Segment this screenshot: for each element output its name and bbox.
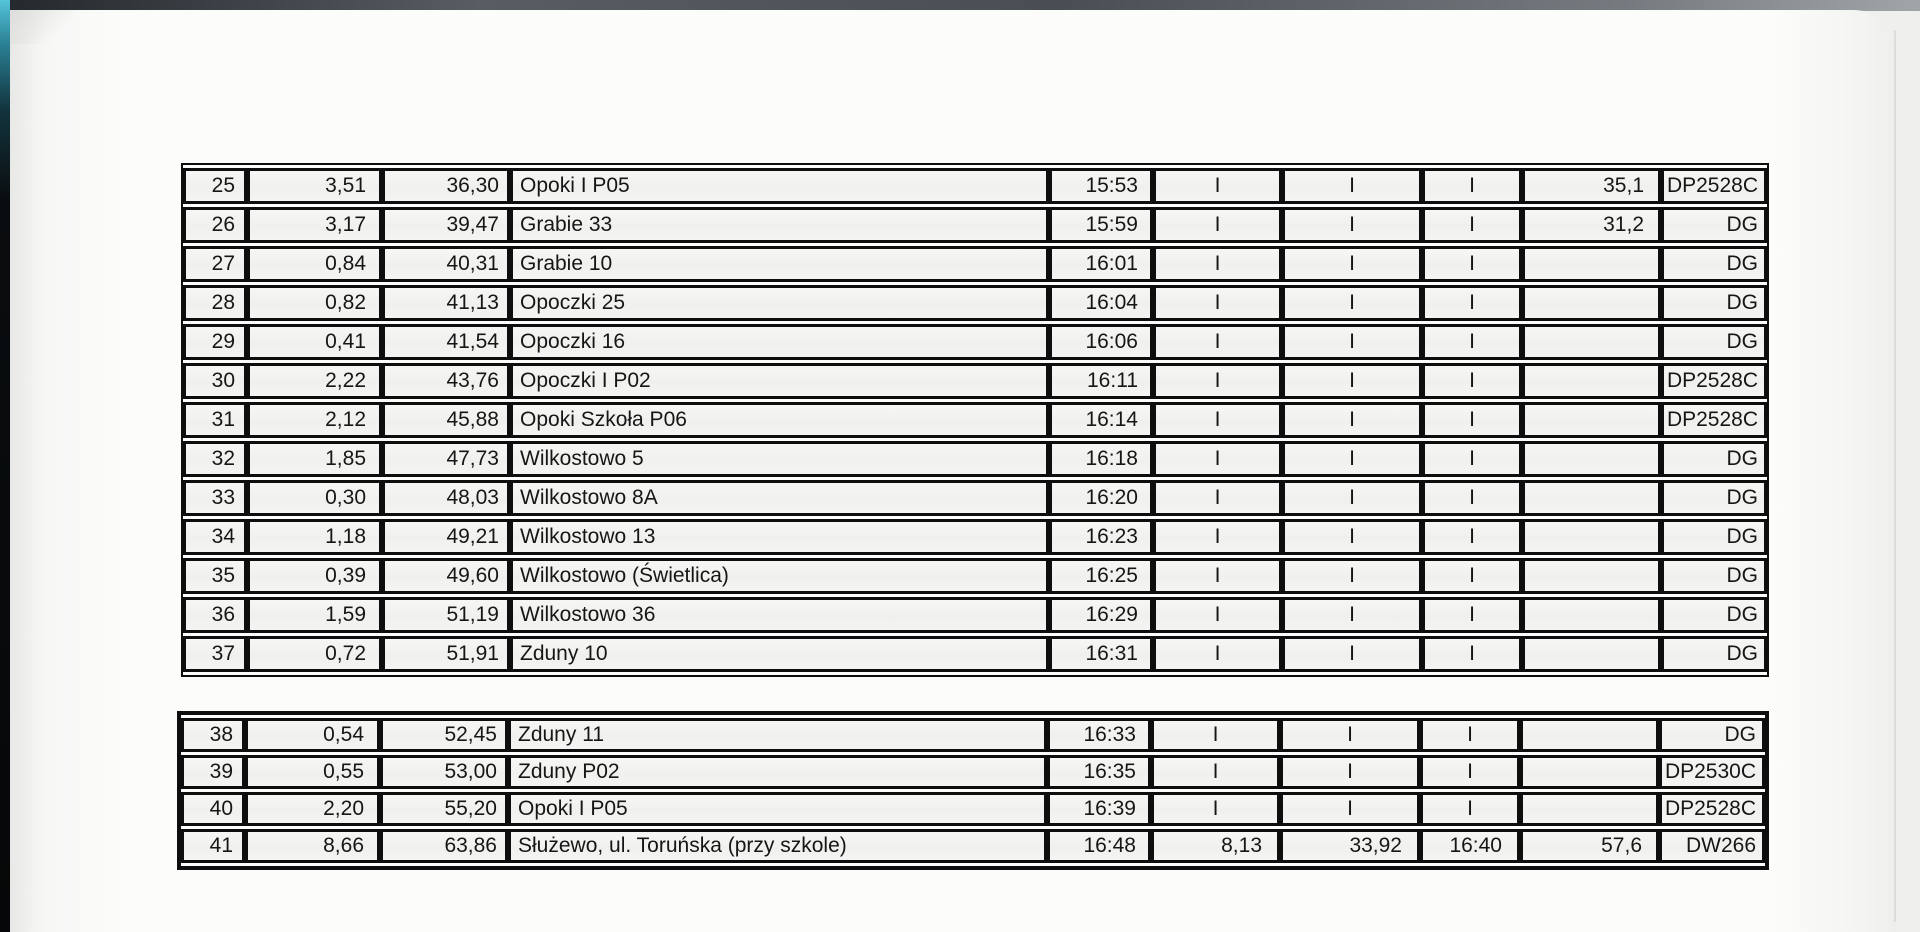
paper-corner-shade (10, 10, 80, 44)
cell-road-number: DG (1661, 207, 1767, 243)
cell-row-number: 32 (183, 441, 247, 477)
cell-row-number: 28 (183, 285, 247, 321)
cell-col9 (1522, 519, 1661, 555)
cell-stop-name: Opoczki I P02 (510, 363, 1049, 399)
cell-cumulative-km: 51,19 (382, 597, 510, 633)
cell-col8: I (1422, 246, 1522, 282)
cell-col9 (1520, 792, 1659, 826)
table-row (183, 168, 1767, 204)
cell-road-number: DG (1661, 636, 1767, 672)
cell-stop-name: Opoki I P05 (508, 792, 1047, 826)
cell-stop-name: Opoki Szkoła P06 (510, 402, 1049, 438)
cell-road-number: DP2528C (1661, 363, 1767, 399)
cell-cumulative-km: 36,30 (382, 168, 510, 204)
cell-col7: I (1282, 246, 1422, 282)
cell-col6: I (1151, 755, 1280, 789)
cell-col8: I (1422, 480, 1522, 516)
cell-col8: I (1422, 207, 1522, 243)
cell-cumulative-km: 40,31 (382, 246, 510, 282)
timetable-section-lower (177, 711, 1769, 870)
cell-col8: I (1422, 168, 1522, 204)
cell-col9: 57,6 (1520, 829, 1659, 863)
table-row (181, 718, 1765, 752)
cell-row-number: 33 (183, 480, 247, 516)
cell-road-number: DG (1659, 718, 1765, 752)
cell-cumulative-km: 53,00 (380, 755, 508, 789)
table-row (183, 519, 1767, 555)
table-row (183, 246, 1767, 282)
table-row (181, 829, 1765, 863)
cell-col9 (1522, 324, 1661, 360)
cell-departure-time: 16:29 (1049, 597, 1153, 633)
cell-departure-time: 16:39 (1047, 792, 1151, 826)
cell-col7: I (1282, 285, 1422, 321)
cell-road-number: DG (1661, 480, 1767, 516)
cell-row-number: 39 (181, 755, 245, 789)
cell-departure-time: 16:48 (1047, 829, 1151, 863)
cell-col8: I (1422, 597, 1522, 633)
cell-stop-name: Wilkostowo 13 (510, 519, 1049, 555)
cell-col9 (1520, 718, 1659, 752)
cell-row-number: 26 (183, 207, 247, 243)
cell-col8: I (1422, 363, 1522, 399)
cell-col7: I (1282, 519, 1422, 555)
cell-col9 (1522, 480, 1661, 516)
cell-col8: I (1422, 324, 1522, 360)
table-row (183, 441, 1767, 477)
cell-col8: I (1422, 636, 1522, 672)
table-row (183, 285, 1767, 321)
cell-stop-name: Wilkostowo 8A (510, 480, 1049, 516)
cell-stop-name: Wilkostowo (Świetlica) (510, 558, 1049, 594)
cell-stop-name: Wilkostowo 36 (510, 597, 1049, 633)
table-row (181, 792, 1765, 826)
cell-col8: I (1422, 558, 1522, 594)
cell-row-number: 31 (183, 402, 247, 438)
table-row (183, 480, 1767, 516)
cell-col6: I (1153, 402, 1282, 438)
cell-road-number: DG (1661, 558, 1767, 594)
cell-cumulative-km: 47,73 (382, 441, 510, 477)
cell-cumulative-km: 51,91 (382, 636, 510, 672)
cell-stop-name: Zduny 11 (508, 718, 1047, 752)
cell-stop-name: Grabie 33 (510, 207, 1049, 243)
cell-segment-distance: 1,18 (247, 519, 382, 555)
cell-road-number: DG (1661, 597, 1767, 633)
cell-cumulative-km: 41,13 (382, 285, 510, 321)
cell-col6: I (1153, 636, 1282, 672)
cell-departure-time: 16:11 (1049, 363, 1153, 399)
cell-road-number: DG (1661, 519, 1767, 555)
cell-cumulative-km: 41,54 (382, 324, 510, 360)
table-row (181, 755, 1765, 789)
cell-col7: I (1282, 480, 1422, 516)
cell-row-number: 38 (181, 718, 245, 752)
cell-col7: I (1282, 363, 1422, 399)
cell-col6: I (1151, 718, 1280, 752)
cell-col7: I (1280, 755, 1420, 789)
cell-segment-distance: 3,17 (247, 207, 382, 243)
cell-departure-time: 16:31 (1049, 636, 1153, 672)
cell-road-number: DG (1661, 246, 1767, 282)
cell-col6: I (1153, 168, 1282, 204)
cell-cumulative-km: 49,60 (382, 558, 510, 594)
table-row (183, 636, 1767, 672)
cell-col9 (1522, 363, 1661, 399)
cell-col7: 33,92 (1280, 829, 1420, 863)
cell-stop-name: Zduny P02 (508, 755, 1047, 789)
table-row (183, 207, 1767, 243)
cell-row-number: 25 (183, 168, 247, 204)
table-row (183, 597, 1767, 633)
cell-segment-distance: 0,82 (247, 285, 382, 321)
cell-segment-distance: 0,41 (247, 324, 382, 360)
cell-row-number: 27 (183, 246, 247, 282)
cell-segment-distance: 8,66 (245, 829, 380, 863)
cell-departure-time: 16:23 (1049, 519, 1153, 555)
cell-road-number: DP2528C (1659, 792, 1765, 826)
cell-departure-time: 16:06 (1049, 324, 1153, 360)
cell-road-number: DP2528C (1661, 168, 1767, 204)
cell-col7: I (1282, 324, 1422, 360)
cell-col6: I (1153, 480, 1282, 516)
cell-col6: I (1153, 246, 1282, 282)
cell-segment-distance: 1,85 (247, 441, 382, 477)
table-row (183, 402, 1767, 438)
cell-departure-time: 16:01 (1049, 246, 1153, 282)
cell-segment-distance: 2,22 (247, 363, 382, 399)
cell-col9: 31,2 (1522, 207, 1661, 243)
cell-col8: I (1422, 519, 1522, 555)
cell-road-number: DP2528C (1661, 402, 1767, 438)
cell-col9: 35,1 (1522, 168, 1661, 204)
cell-col6: I (1153, 324, 1282, 360)
cell-departure-time: 16:14 (1049, 402, 1153, 438)
cell-row-number: 41 (181, 829, 245, 863)
cell-col9 (1520, 755, 1659, 789)
cell-col6: I (1153, 558, 1282, 594)
cell-row-number: 37 (183, 636, 247, 672)
cell-cumulative-km: 39,47 (382, 207, 510, 243)
cell-col8: I (1420, 792, 1520, 826)
cell-road-number: DP2530C (1659, 755, 1765, 789)
timetable-section-upper (181, 163, 1769, 677)
cell-segment-distance: 0,55 (245, 755, 380, 789)
cell-col6: 8,13 (1151, 829, 1280, 863)
cell-col7: I (1282, 441, 1422, 477)
cell-row-number: 35 (183, 558, 247, 594)
cell-road-number: DG (1661, 285, 1767, 321)
cell-stop-name: Wilkostowo 5 (510, 441, 1049, 477)
cell-row-number: 30 (183, 363, 247, 399)
cell-col7: I (1282, 207, 1422, 243)
cell-departure-time: 16:20 (1049, 480, 1153, 516)
paper-edge-right (1894, 30, 1896, 922)
cell-col9 (1522, 402, 1661, 438)
cell-col7: I (1280, 792, 1420, 826)
cell-departure-time: 16:04 (1049, 285, 1153, 321)
table-row (183, 324, 1767, 360)
cell-road-number: DW266 (1659, 829, 1765, 863)
cell-segment-distance: 2,12 (247, 402, 382, 438)
cell-col7: I (1282, 597, 1422, 633)
cell-departure-time: 15:59 (1049, 207, 1153, 243)
cell-segment-distance: 1,59 (247, 597, 382, 633)
cell-cumulative-km: 48,03 (382, 480, 510, 516)
cell-col7: I (1282, 402, 1422, 438)
cell-departure-time: 16:18 (1049, 441, 1153, 477)
cell-row-number: 36 (183, 597, 247, 633)
cell-segment-distance: 0,84 (247, 246, 382, 282)
cell-col9 (1522, 246, 1661, 282)
cell-row-number: 40 (181, 792, 245, 826)
cell-segment-distance: 0,54 (245, 718, 380, 752)
cell-cumulative-km: 49,21 (382, 519, 510, 555)
cell-segment-distance: 2,20 (245, 792, 380, 826)
cell-departure-time: 16:35 (1047, 755, 1151, 789)
cell-col9 (1522, 441, 1661, 477)
cell-col7: I (1282, 558, 1422, 594)
cell-segment-distance: 0,72 (247, 636, 382, 672)
table-row (183, 558, 1767, 594)
cell-col8: I (1422, 285, 1522, 321)
cell-segment-distance: 0,39 (247, 558, 382, 594)
cell-cumulative-km: 52,45 (380, 718, 508, 752)
cell-col8: 16:40 (1420, 829, 1520, 863)
cell-cumulative-km: 63,86 (380, 829, 508, 863)
cell-road-number: DG (1661, 441, 1767, 477)
scanner-edge-left (0, 0, 10, 932)
cell-col7: I (1282, 168, 1422, 204)
cell-segment-distance: 3,51 (247, 168, 382, 204)
cell-row-number: 29 (183, 324, 247, 360)
cell-stop-name: Służewo, ul. Toruńska (przy szkole) (508, 829, 1047, 863)
cell-col6: I (1153, 207, 1282, 243)
cell-col6: I (1153, 519, 1282, 555)
cell-col6: I (1153, 285, 1282, 321)
cell-stop-name: Opoczki 16 (510, 324, 1049, 360)
cell-col9 (1522, 558, 1661, 594)
cell-stop-name: Zduny 10 (510, 636, 1049, 672)
cell-col8: I (1422, 402, 1522, 438)
cell-cumulative-km: 43,76 (382, 363, 510, 399)
table-row (183, 363, 1767, 399)
cell-stop-name: Opoczki 25 (510, 285, 1049, 321)
cell-departure-time: 15:53 (1049, 168, 1153, 204)
cell-col8: I (1420, 718, 1520, 752)
cell-stop-name: Opoki I P05 (510, 168, 1049, 204)
cell-col7: I (1282, 636, 1422, 672)
cell-col9 (1522, 636, 1661, 672)
cell-segment-distance: 0,30 (247, 480, 382, 516)
cell-col6: I (1153, 597, 1282, 633)
cell-col6: I (1153, 441, 1282, 477)
cell-col9 (1522, 597, 1661, 633)
cell-departure-time: 16:25 (1049, 558, 1153, 594)
cell-departure-time: 16:33 (1047, 718, 1151, 752)
cell-road-number: DG (1661, 324, 1767, 360)
cell-cumulative-km: 55,20 (380, 792, 508, 826)
cell-cumulative-km: 45,88 (382, 402, 510, 438)
cell-col8: I (1422, 441, 1522, 477)
cell-stop-name: Grabie 10 (510, 246, 1049, 282)
cell-col8: I (1420, 755, 1520, 789)
cell-col9 (1522, 285, 1661, 321)
cell-col7: I (1280, 718, 1420, 752)
cell-col6: I (1153, 363, 1282, 399)
cell-row-number: 34 (183, 519, 247, 555)
cell-col6: I (1151, 792, 1280, 826)
